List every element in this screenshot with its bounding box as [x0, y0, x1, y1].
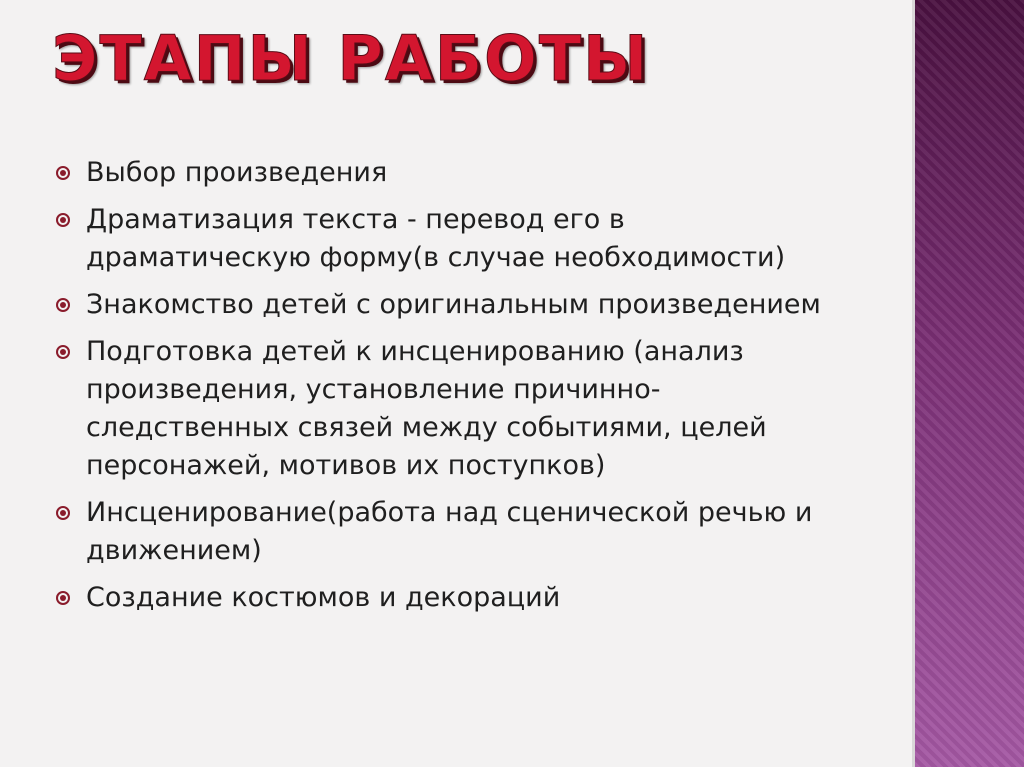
bullet-text: Драматизация текста - перевод его в драматическую форму(в случае необходимости)	[86, 204, 786, 273]
bullet-text: Подготовка детей к инсценированию (анализ произведения, установление причинно-следственных связей между событиями, целей персонажей, мотивов их поступков)	[86, 336, 767, 481]
circle-dot-bullet-icon	[56, 591, 70, 605]
bullet-text: Выбор произведения	[86, 157, 388, 188]
circle-dot-bullet-icon	[56, 213, 70, 227]
bullet-text: Инсценирование(работа над сценической речью и движением)	[86, 497, 813, 566]
circle-dot-bullet-icon	[56, 166, 70, 180]
bullet-item-staging	[54, 494, 854, 570]
bullet-item-choice	[54, 154, 854, 192]
circle-dot-bullet-icon	[56, 345, 70, 359]
slide-title: ЭТАПЫ РАБОТЫ	[52, 22, 650, 95]
circle-dot-bullet-icon	[56, 506, 70, 520]
bullet-item-preparation	[54, 333, 854, 485]
bullet-list	[54, 154, 854, 626]
circle-dot-bullet-icon	[56, 298, 70, 312]
bullet-item-costumes	[54, 579, 854, 617]
bullet-item-acquaintance	[54, 286, 854, 324]
bullet-text: Знакомство детей с оригинальным произведением	[86, 289, 821, 320]
bullet-text: Создание костюмов и декораций	[86, 582, 561, 613]
decorative-side-band	[915, 0, 1024, 767]
bullet-item-dramatization	[54, 201, 854, 277]
